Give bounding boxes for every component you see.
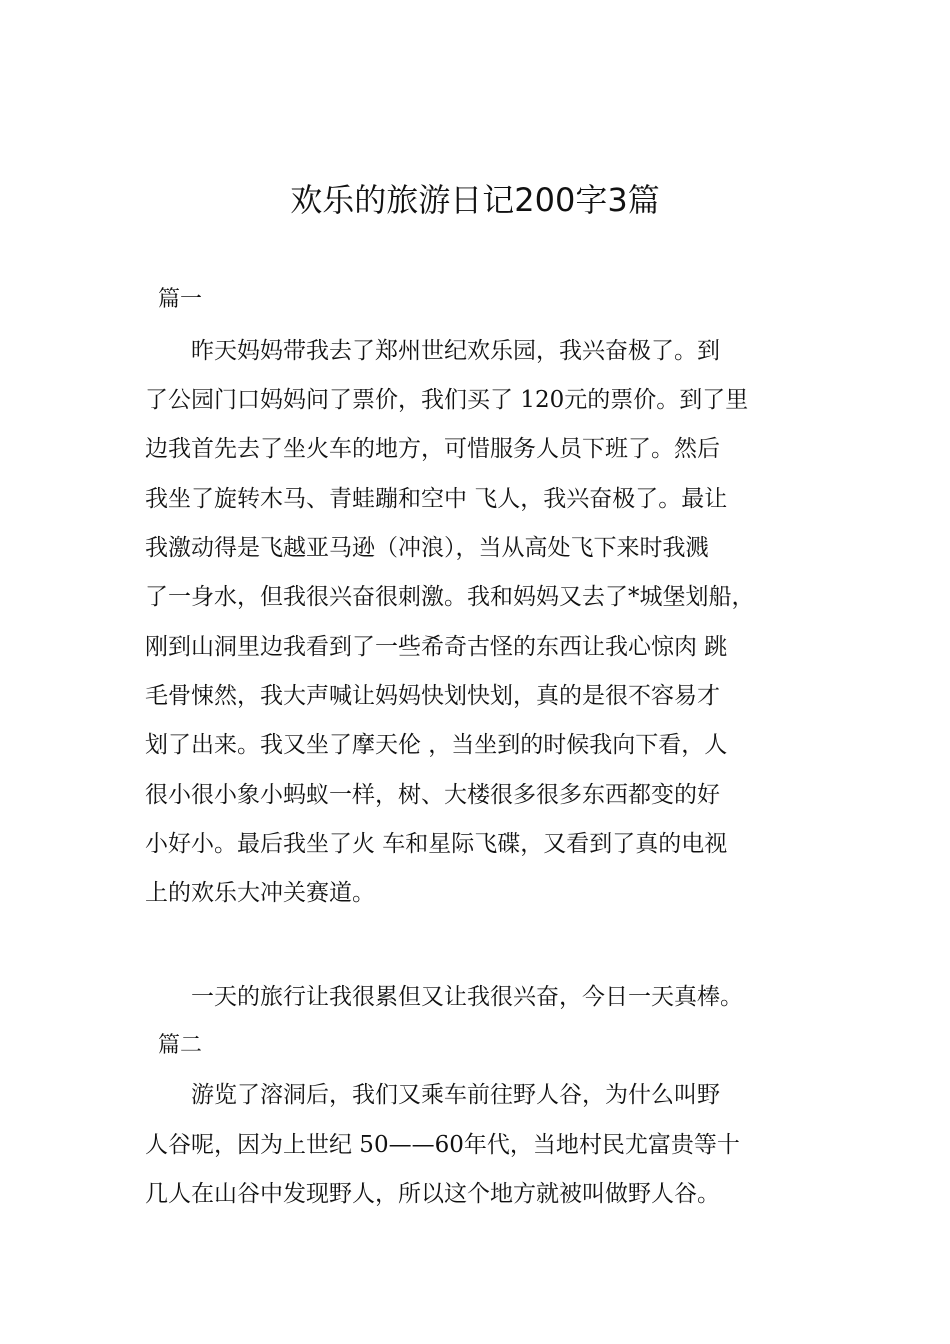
section-two-line: 游览了溶洞后，我们又乘车前往野人谷，为什么叫野 — [145, 1082, 720, 1108]
section-one-line: 上的欢乐大冲关赛道。 — [145, 880, 375, 906]
section-one-line: 很小很小象小蚂蚁一样，树、大楼很多很多东西都变的好 — [145, 782, 720, 808]
section-one-line: 刚到山洞里边我看到了一些希奇古怪的东西让我心惊肉 跳 — [145, 634, 728, 660]
section-one-closing: 一天的旅行让我很累但又让我很兴奋，今日一天真棒。 — [145, 984, 743, 1010]
section-one-line: 划了出来。我又坐了摩天伦 ，当坐到的时候我向下看，人 — [145, 732, 728, 758]
section-one-line: 边我首先去了坐火车的地方，可惜服务人员下班了。然后 — [145, 436, 720, 462]
document-title: 欢乐的旅游日记200字3篇 — [290, 181, 660, 219]
section-one-label: 篇一 — [158, 287, 203, 312]
section-one-line: 了一身水，但我很兴奋很刺激。我和妈妈又去了*城堡划船， — [145, 584, 755, 610]
section-two-label: 篇二 — [158, 1033, 203, 1058]
section-one-line: 了公园门口妈妈问了票价，我们买了 120元的票价。到了里 — [145, 387, 749, 413]
section-one-line: 毛骨悚然，我大声喊让妈妈快划快划，真的是很不容易才 — [145, 683, 720, 709]
section-one-line: 小好小。最后我坐了火 车和星际飞碟，又看到了真的电视 — [145, 831, 728, 857]
section-one-line: 我激动得是飞越亚马逊（冲浪），当从高处飞下来时我溅 — [145, 535, 709, 561]
section-one-line: 我坐了旋转木马、青蛙蹦和空中 飞人，我兴奋极了。最让 — [145, 486, 728, 512]
section-one-line: 昨天妈妈带我去了郑州世纪欢乐园，我兴奋极了。到 — [145, 338, 720, 364]
section-two-line: 几人在山谷中发现野人，所以这个地方就被叫做野人谷。 — [145, 1181, 720, 1207]
section-two-line: 人谷呢，因为上世纪 50——60年代，当地村民尤富贵等十 — [145, 1132, 740, 1158]
